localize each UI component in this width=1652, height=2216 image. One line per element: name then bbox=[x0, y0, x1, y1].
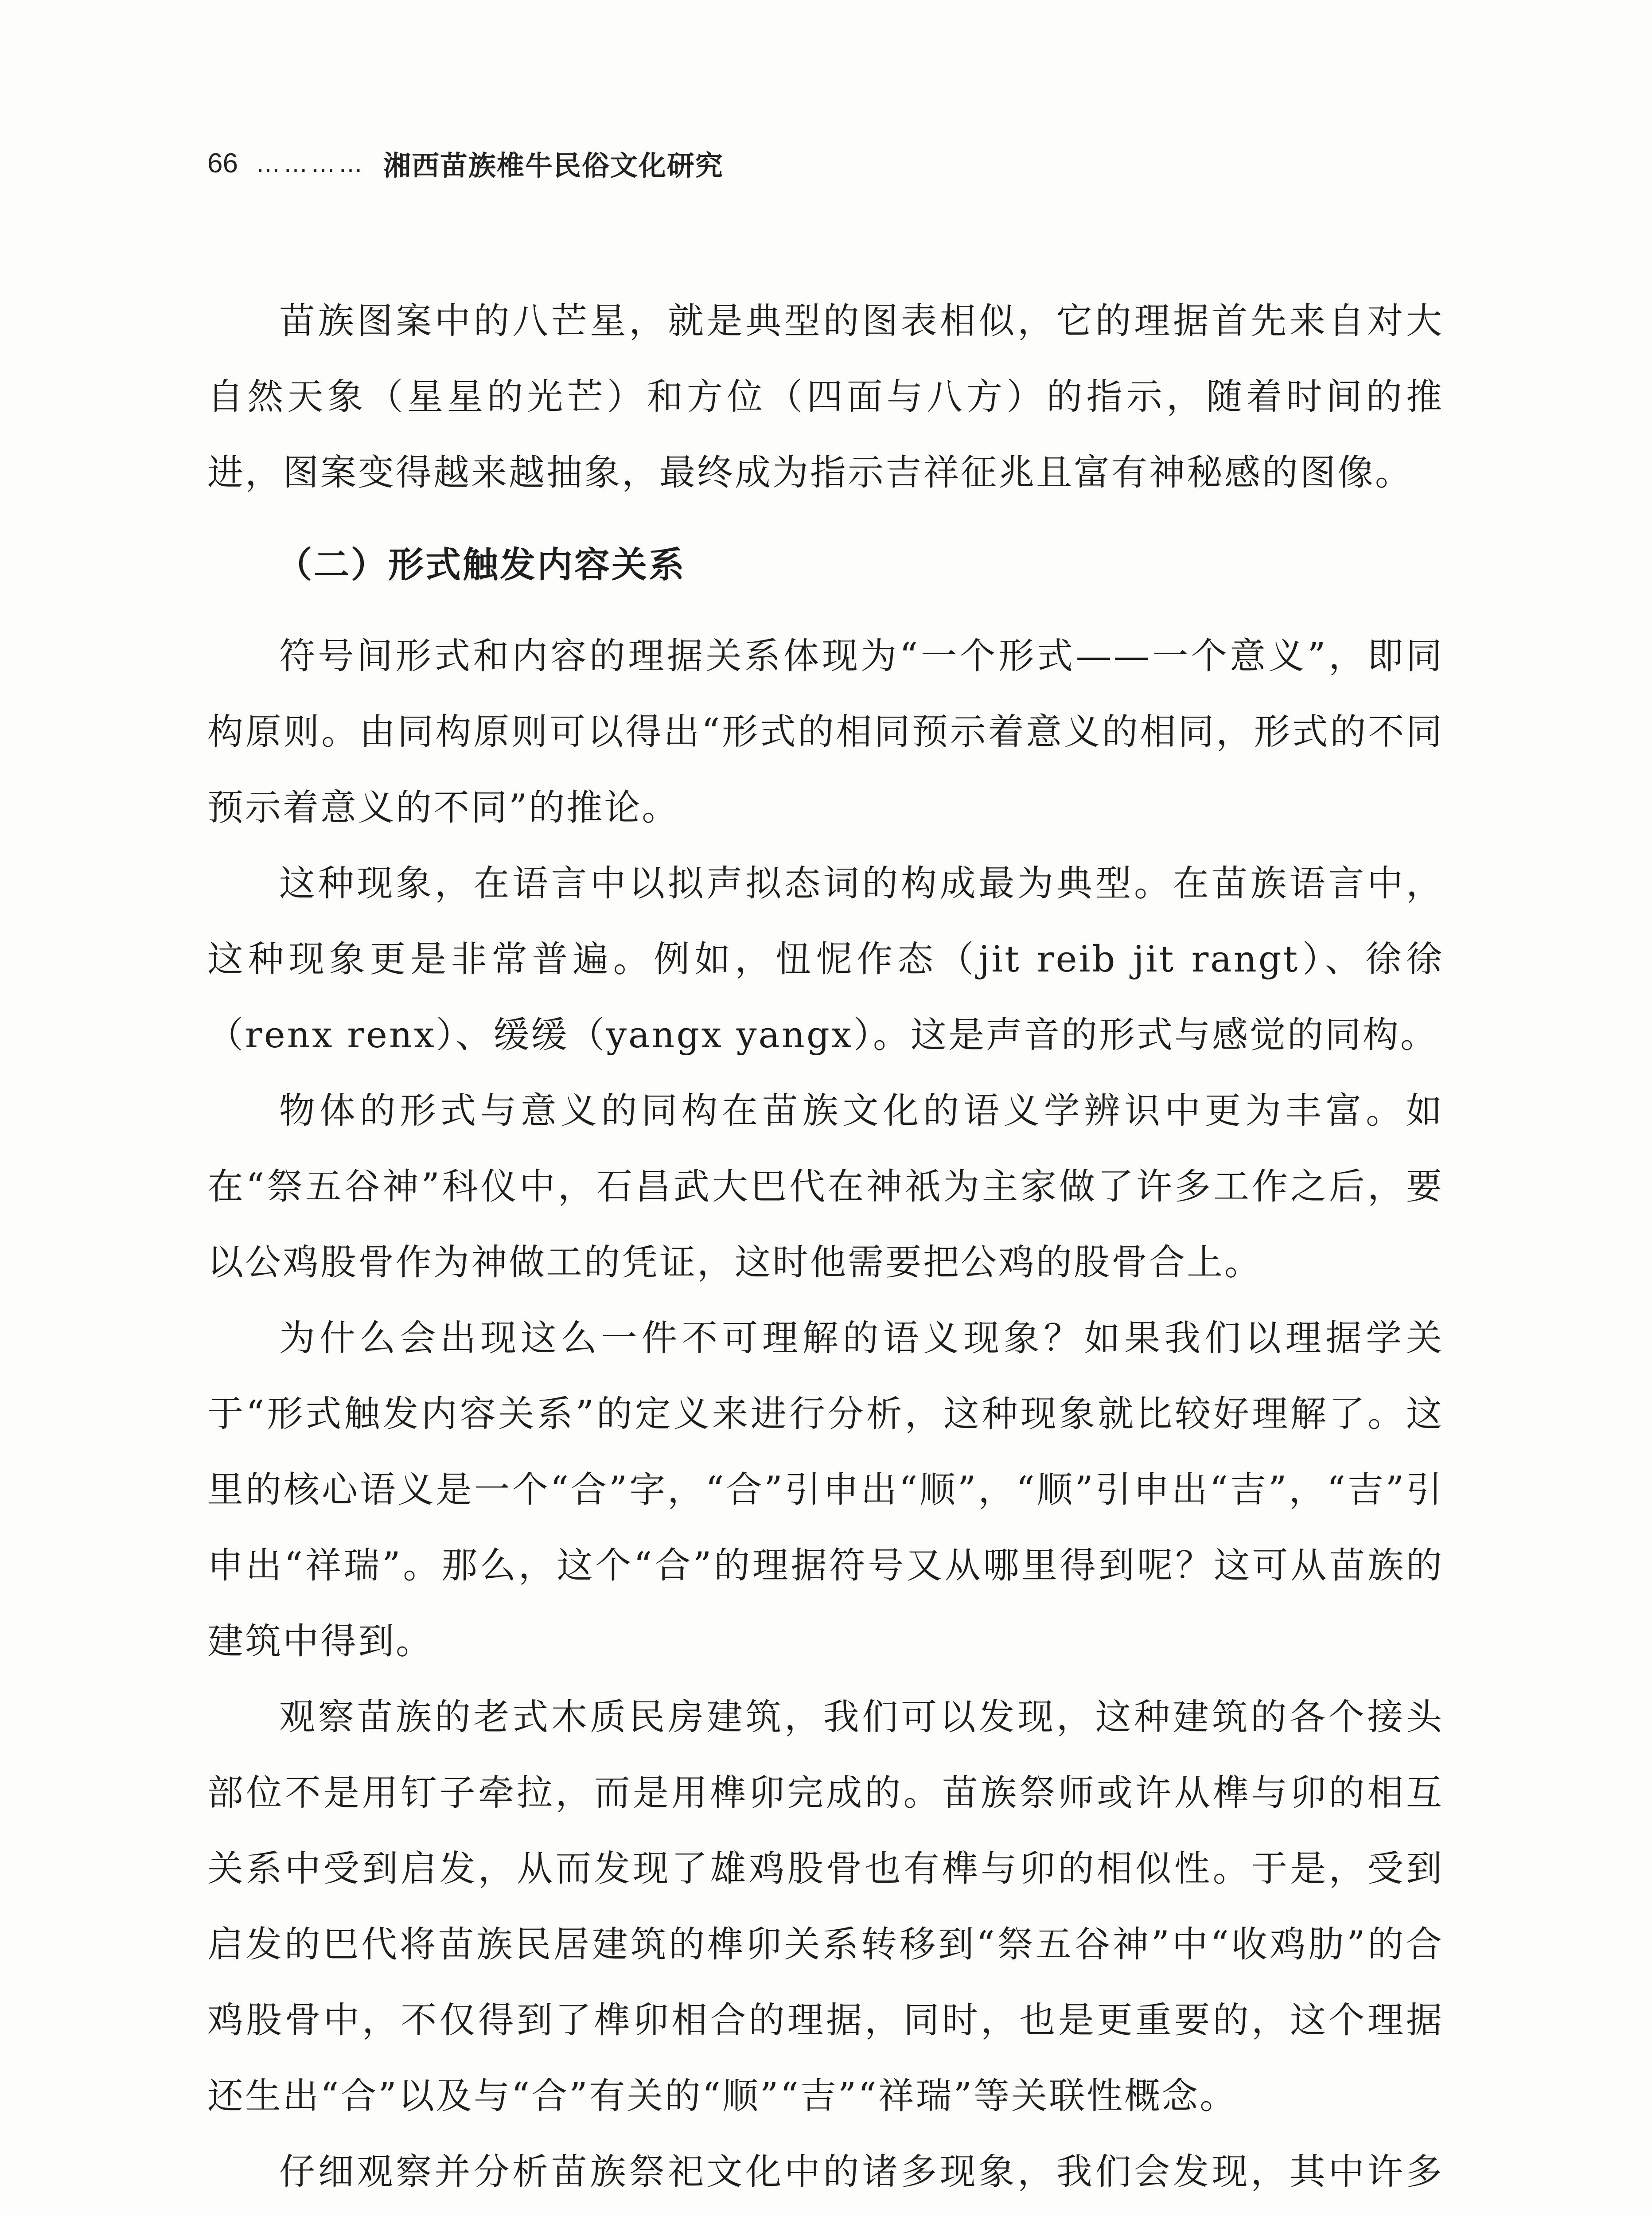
paragraph-conclusion: 仔细观察并分析苗族祭祀文化中的诸多现象，我们会发现，其中许多 bbox=[279, 2151, 1444, 2193]
running-header bbox=[207, 145, 724, 181]
section-heading: （二）形式触发内容关系 bbox=[277, 544, 686, 585]
body-text bbox=[207, 284, 1444, 2216]
header-leader-dots: ………… bbox=[255, 149, 366, 177]
book-title: 湘西苗族椎牛民俗文化研究 bbox=[383, 149, 724, 182]
paragraph-ritual-example: 物体的形式与意义的同构在苗族文化的语义学辨识中更为丰富。如在“祭五谷神”科仪中，石昌武大巴代在神祇为主家做了许多工作之后，要以公鸡股骨作为神做工的凭证，这时他需要把公鸡的股骨合上。 bbox=[207, 1090, 1444, 1284]
page-number: 66 bbox=[207, 148, 238, 179]
paragraph-onomatopoeia: 这种现象，在语言中以拟声拟态词的构成最为典型。在苗族语言中，这种现象更是非常普遍。例如，忸怩作态（jit reib jit rangt）、徐徐（renx renx）、缓缓（yangx yangx）。这是声音的形式与感觉的同构。 bbox=[207, 863, 1444, 1056]
paragraph-semantic-analysis: 为什么会出现这么一件不可理解的语义现象？如果我们以理据学关于“形式触发内容关系”的定义来进行分析，这种现象就比较好理解了。这里的核心语义是一个“合”字，“合”引申出“顺”，“顺”引申出“吉”，“吉”引申出“祥瑞”。那么，这个“合”的理据符号又从哪里得到呢？这可从苗族的建筑中得到。 bbox=[207, 1318, 1444, 1662]
paragraph-mortise-tenon: 观察苗族的老式木质民房建筑，我们可以发现，这种建筑的各个接头部位不是用钉子牵拉，而是用榫卯完成的。苗族祭师或许从榫与卯的相互关系中受到启发，从而发现了雄鸡股骨也有榫与卯的相似性。于是，受到启发的巴代将苗族民居建筑的榫卯关系转移到“祭五谷神”中“收鸡肋”的合鸡股骨中，不仅得到了榫卯相合的理据，同时，也是更重要的，这个理据还生出“合”以及与“合”有关的“顺”“吉”“祥瑞”等关联性概念。 bbox=[207, 1697, 1444, 2117]
paragraph-eight-pointed-star: 苗族图案中的八芒星，就是典型的图表相似，它的理据首先来自对大自然天象（星星的光芒）和方位（四面与八方）的指示，随着时间的推进，图案变得越来越抽象，最终成为指示吉祥征兆且富有神秘感的图像。 bbox=[207, 300, 1444, 494]
paragraph-isomorphism-principle: 符号间形式和内容的理据关系体现为“一个形式——一个意义”，即同构原则。由同构原则可以得出“形式的相同预示着意义的相同，形式的不同预示着意义的不同”的推论。 bbox=[207, 636, 1444, 829]
